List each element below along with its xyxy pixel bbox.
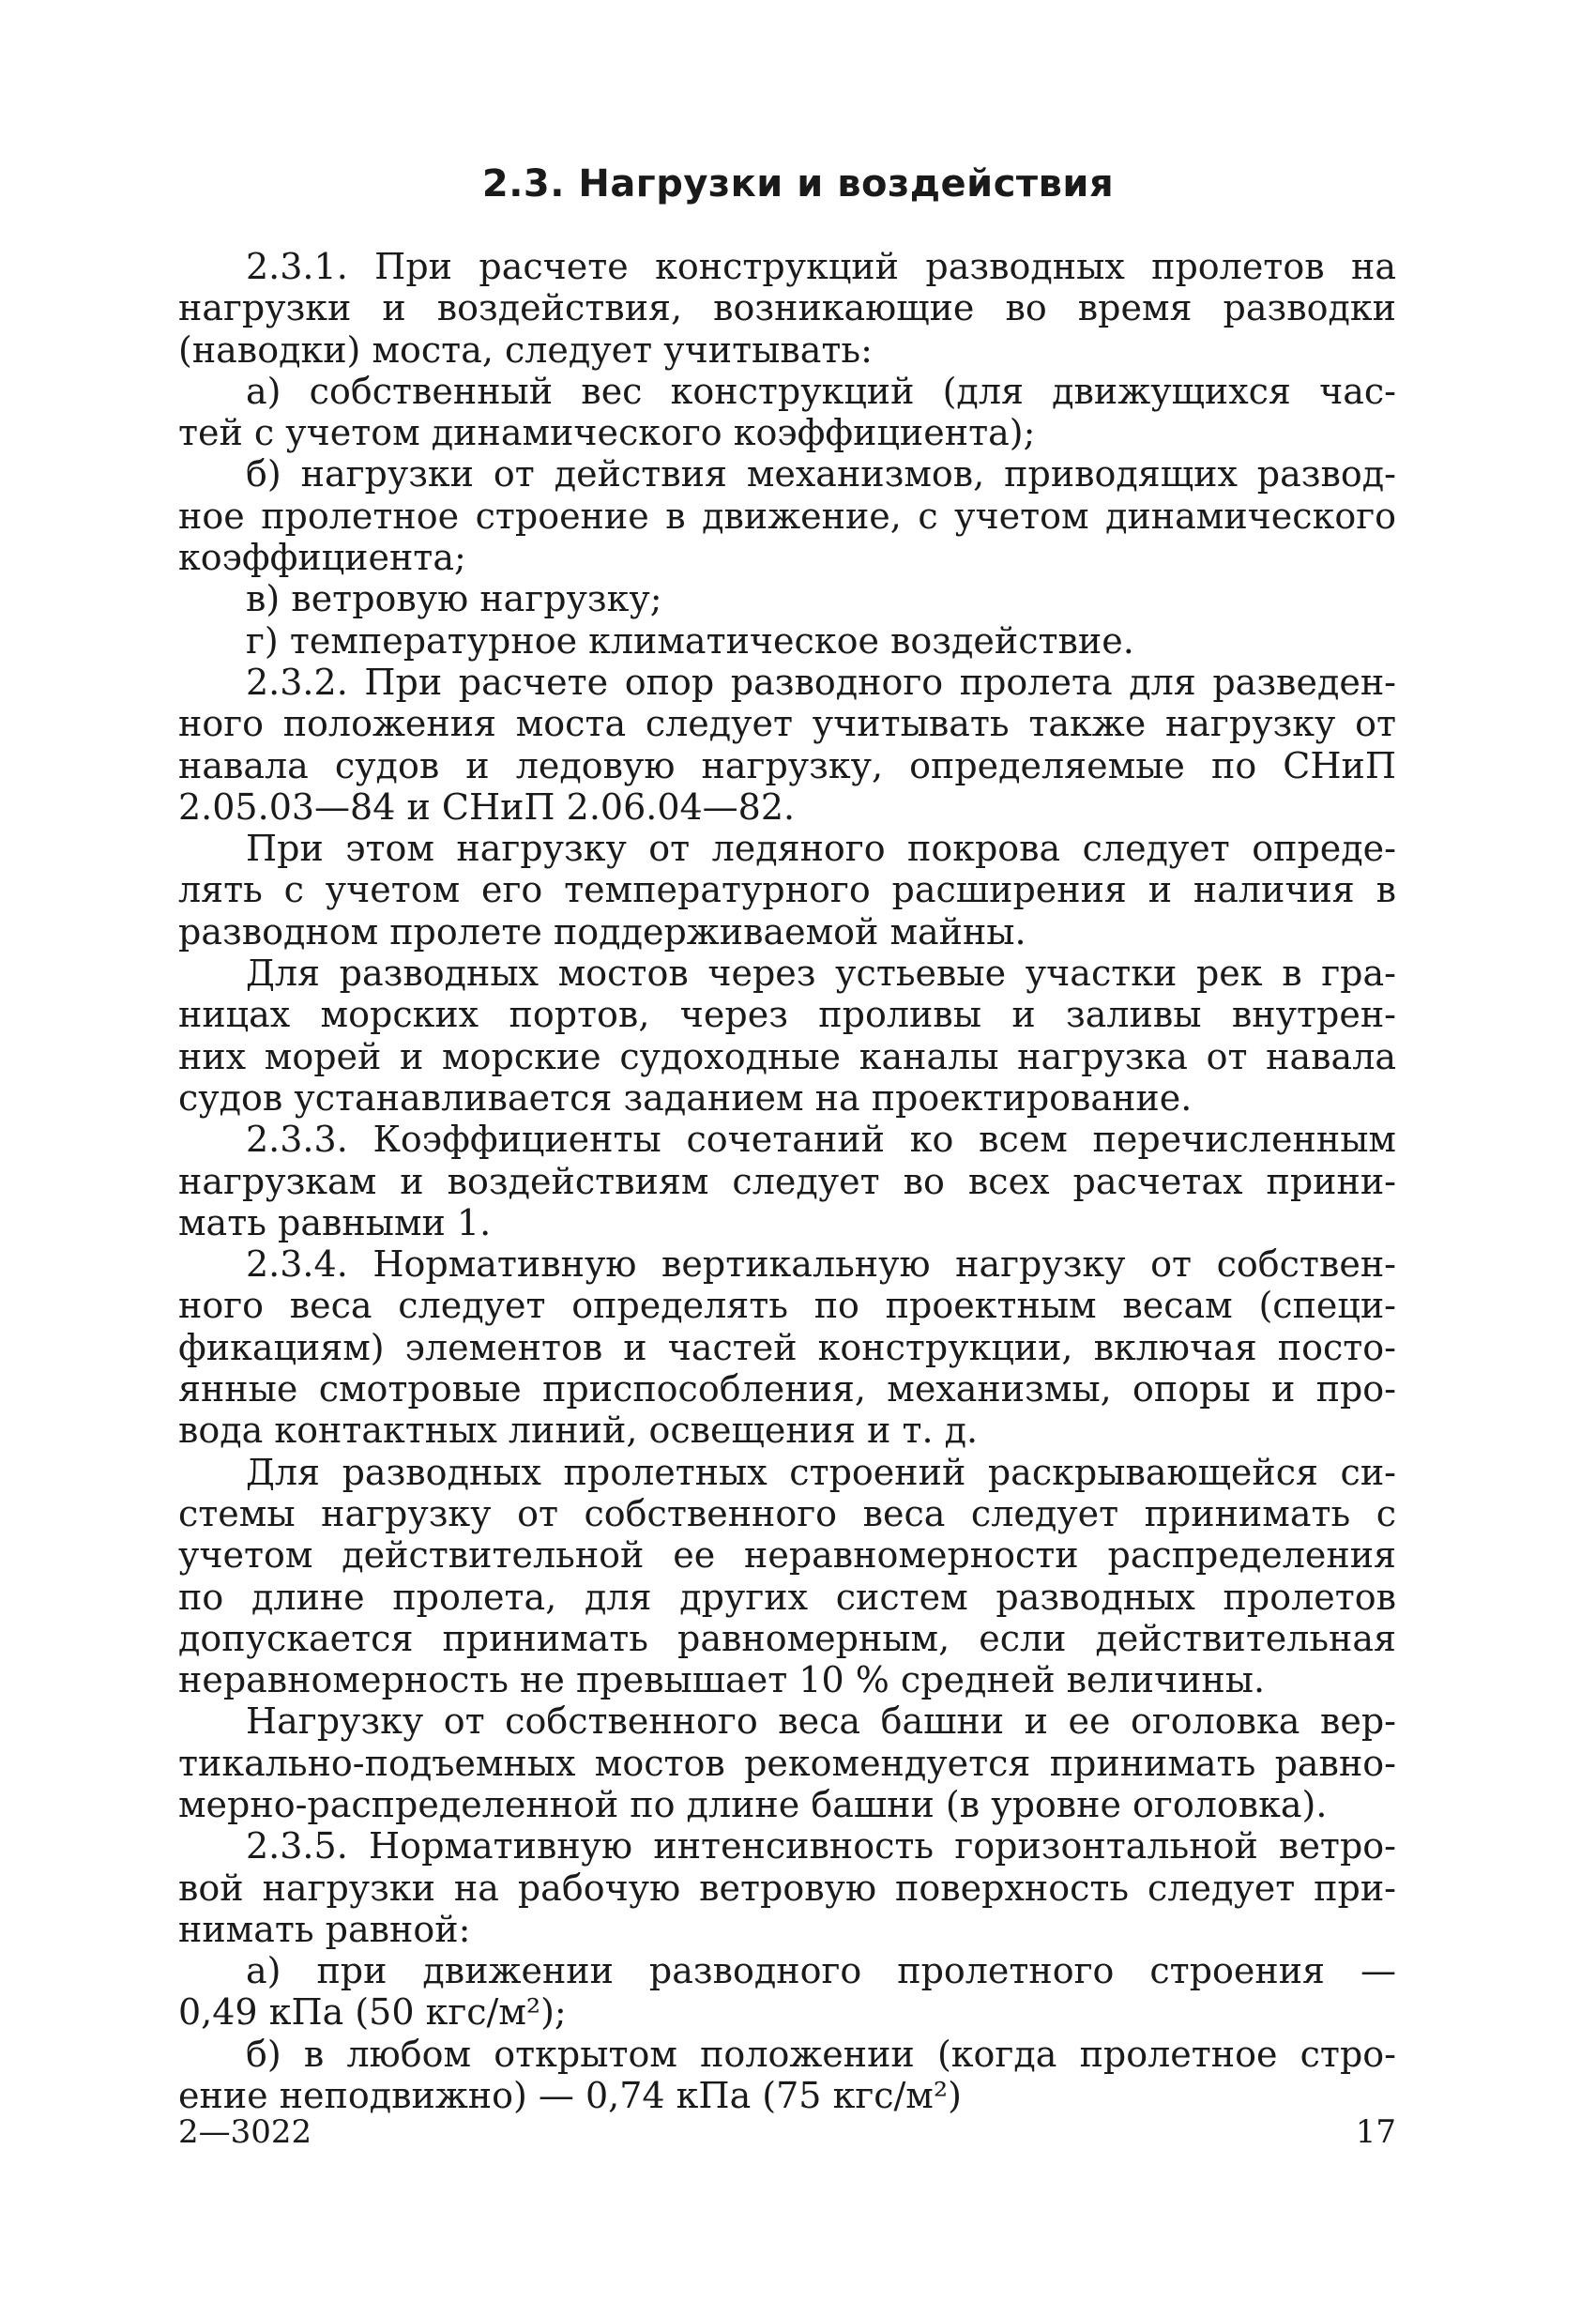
text-line: судов устанавливается заданием на проектирование.	[178, 1076, 1193, 1119]
text-line: мерно-распределенной по длине башни (в уровне оголовка).	[178, 1783, 1328, 1825]
text-line: ное пролетное строение в движение, с учетом динамического	[178, 495, 1396, 537]
body-text	[178, 246, 1396, 2116]
text-line: 2.3.5. Нормативную интенсивность горизонтальной ветро-	[246, 1825, 1396, 1867]
page-number: 17	[1355, 2113, 1396, 2151]
text-line: вой нагрузки на рабочую ветровую поверхность следует при-	[178, 1867, 1396, 1909]
text-line: г) температурное климатическое воздействие.	[246, 619, 1134, 662]
text-line: а) при движении разводного пролетного строения —	[246, 1950, 1396, 1992]
section-title: 2.3. Нагрузки и воздействия	[481, 162, 1115, 206]
text-line: (наводки) моста, следует учитывать:	[178, 328, 873, 371]
text-line: вода контактных линий, освещения и т. д.	[178, 1410, 979, 1452]
text-line: допускается принимать равномерным, если действительная	[178, 1617, 1396, 1659]
text-line: 2.3.1. При расчете конструкций разводных пролетов на	[246, 246, 1396, 287]
text-line: Нагрузку от собственного веса башни и ее оголовка вер-	[246, 1700, 1396, 1743]
text-line: 2.3.2. При расчете опор разводного пролета для разведен-	[246, 661, 1396, 703]
text-line: стемы нагрузку от собственного веса следует принимать с	[178, 1492, 1396, 1534]
text-line: коэффициента;	[178, 537, 466, 579]
printer-signature: 2—3022	[178, 2113, 312, 2151]
text-line: Для разводных пролетных строений раскрывающейся си-	[246, 1451, 1396, 1493]
text-line: а) собственный вес конструкций (для движущихся час-	[246, 370, 1396, 412]
text-line: тей с учетом динамического коэффициента);	[178, 412, 1036, 454]
text-line: 2.05.03—84 и СНиП 2.06.04—82.	[178, 785, 796, 828]
text-line: фикациям) элементов и частей конструкции, включая посто-	[178, 1326, 1396, 1368]
text-line: б) в любом открытом положении (когда пролетное стро-	[246, 2033, 1396, 2075]
text-line: 0,49 кПа (50 кгс/м²);	[178, 1991, 567, 2034]
text-line: тикально-подъемных мостов рекомендуется принимать равно-	[178, 1742, 1396, 1784]
text-line: б) нагрузки от действия механизмов, приводящих развод-	[246, 453, 1396, 495]
text-line: нагрузкам и воздействиям следует во всех расчетах прини-	[178, 1160, 1396, 1202]
text-line: в) ветровую нагрузку;	[246, 578, 662, 620]
text-line: них морей и морские судоходные каналы нагрузка от навала	[178, 1035, 1396, 1077]
text-line: ницах морских портов, через проливы и заливы внутрен-	[178, 994, 1396, 1036]
text-line: мать равными 1.	[178, 1201, 492, 1243]
text-line: ного веса следует определять по проектным весам (специ-	[178, 1285, 1396, 1327]
text-line: разводном пролете поддерживаемой майны.	[178, 910, 1026, 953]
text-line: навала судов и ледовую нагрузку, определяемые по СНиП	[178, 744, 1396, 786]
text-line: янные смотровые приспособления, механизмы, опоры и про-	[178, 1368, 1396, 1410]
text-line: нимать равной:	[178, 1908, 471, 1950]
text-line: неравномерность не превышает 10 % средней величины.	[178, 1659, 1266, 1701]
text-line: При этом нагрузку от ледяного покрова следует опреде-	[246, 828, 1396, 870]
text-line: 2.3.3. Коэффициенты сочетаний ко всем перечисленным	[246, 1119, 1396, 1161]
text-line: Для разводных мостов через устьевые участки рек в гра-	[246, 953, 1396, 995]
text-line: учетом действительной ее неравномерности распределения	[178, 1534, 1396, 1577]
text-line: 2.3.4. Нормативную вертикальную нагрузку от собствен-	[246, 1243, 1396, 1286]
text-line: ного положения моста следует учитывать также нагрузку от	[178, 703, 1396, 745]
text-line: ение неподвижно) — 0,74 кПа (75 кгс/м²)	[178, 2075, 962, 2117]
text-line: нагрузки и воздействия, возникающие во время разводки	[178, 287, 1396, 329]
text-line: лять с учетом его температурного расширения и наличия в	[178, 869, 1396, 911]
text-line: по длине пролета, для других систем разводных пролетов	[178, 1576, 1396, 1618]
